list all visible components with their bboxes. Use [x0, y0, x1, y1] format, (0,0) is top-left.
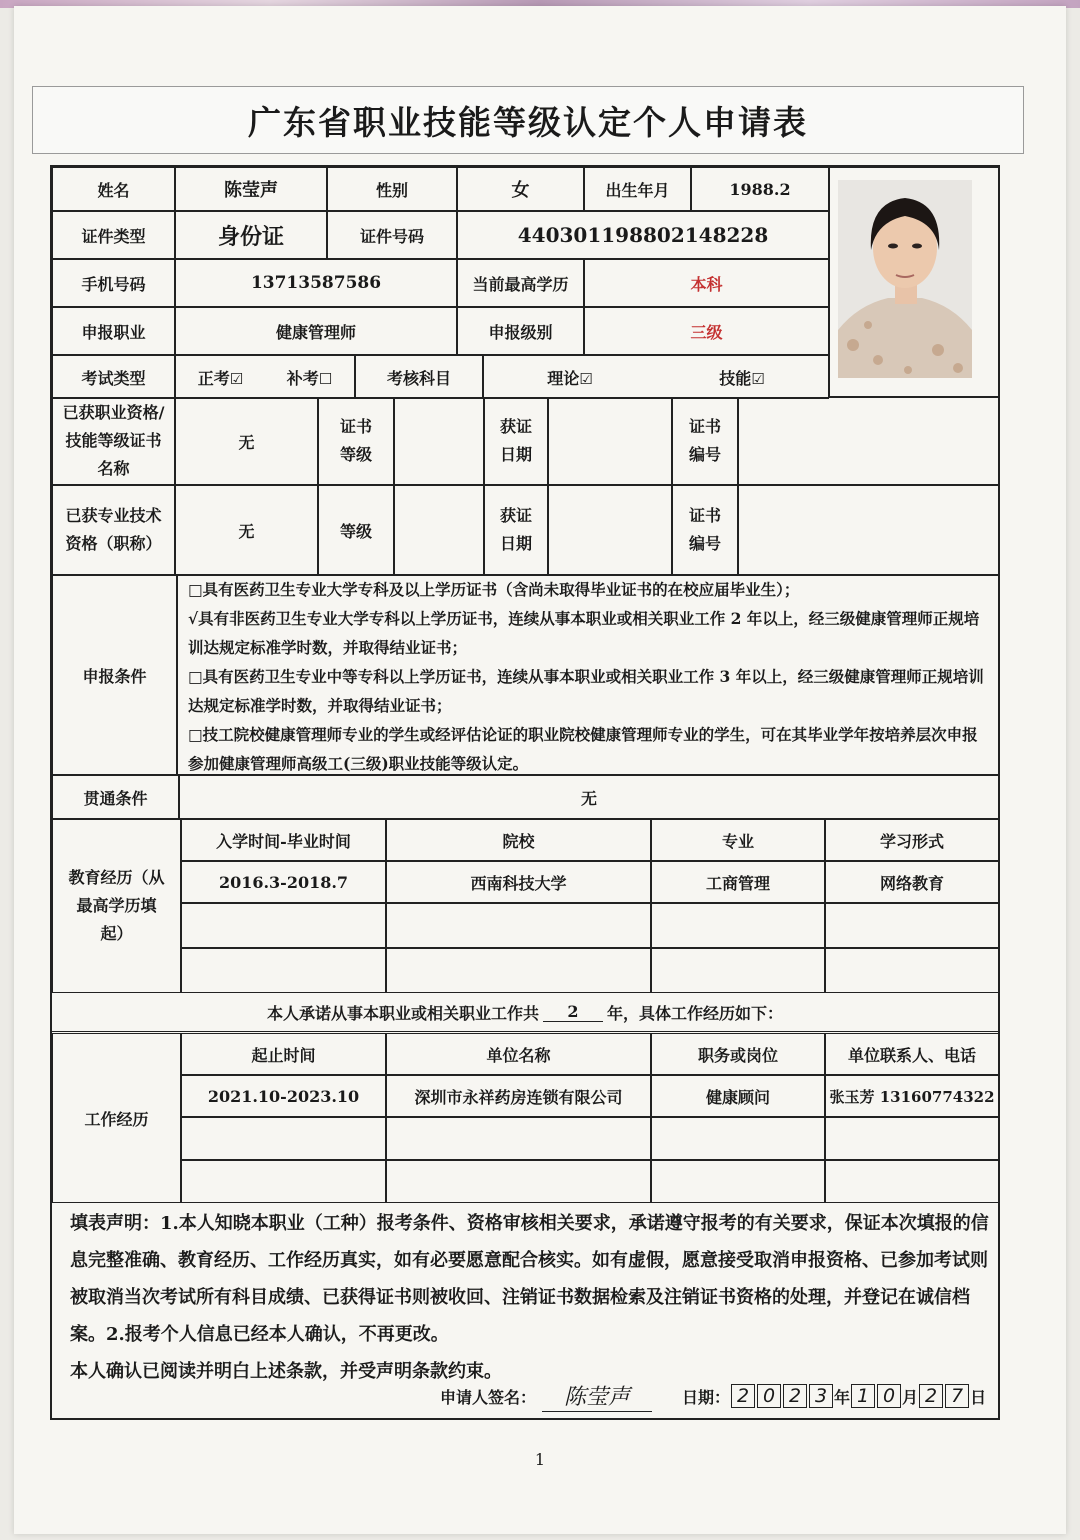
edu-header-school: 院校 — [386, 819, 651, 861]
work-years: 2 — [543, 1002, 603, 1022]
work-row2-contact — [825, 1117, 999, 1160]
edu-row3-major — [651, 948, 825, 993]
declaration — [70, 1205, 990, 1390]
cert2-no-label: 证书编号 — [672, 485, 738, 575]
cert1-label: 已获职业资格/技能等级证书名称 — [52, 397, 175, 485]
page-number: 1 — [534, 1450, 546, 1469]
work-header-contact: 单位联系人、电话 — [825, 1033, 999, 1075]
work-commitment: 本人承诺从事本职业或相关职业工作共 2 年，具体工作经历如下： — [266, 1002, 784, 1023]
work-row2-company — [386, 1117, 651, 1160]
signature-row: 申请人签名： 陈莹声 日期： 2 0 2 3 年 1 0 月 2 7 日 — [440, 1380, 986, 1412]
work-row2-period — [181, 1117, 386, 1160]
cert2-date-value — [548, 485, 672, 575]
unchecked-box-icon: ☐ — [318, 369, 333, 388]
cert2-grade-label: 等级 — [318, 485, 394, 575]
job-label: 申报职业 — [52, 307, 175, 355]
checked-box-icon: ☑ — [229, 369, 244, 388]
cert2-no-value — [738, 485, 999, 575]
date-label: 日期： — [682, 1387, 731, 1407]
edu-row2-major — [651, 903, 825, 948]
idno-label: 证件号码 — [327, 211, 457, 259]
level-value: 三级 — [584, 307, 829, 355]
edu-header-major: 专业 — [651, 819, 825, 861]
edu-header-period: 入学时间-毕业时间 — [181, 819, 386, 861]
condition-item-3: □具有医药卫生专业中等专科以上学历证书，连续从事本职业或相关职业工作 3 年以上，经三级健康管理师正规培训达规定标准学时数，并取得结业证书； — [188, 667, 984, 715]
name-label: 姓名 — [52, 167, 175, 211]
cert2-label: 已获专业技术资格（职称） — [52, 485, 175, 575]
cert1-value: 无 — [175, 397, 318, 485]
cert1-no-label: 证书编号 — [672, 397, 738, 485]
birth-label: 出生年月 — [584, 167, 691, 211]
work-header-position: 职务或岗位 — [651, 1033, 825, 1075]
work-row3-contact — [825, 1160, 999, 1203]
form-title: 广东省职业技能等级认定个人申请表 — [248, 102, 808, 142]
work-row1-period: 2021.10-2023.10 — [181, 1075, 386, 1117]
conditions-list — [178, 573, 996, 775]
through-value: 无 — [179, 775, 999, 819]
day-digit-2[interactable]: 7 — [945, 1384, 969, 1408]
level-label: 申报级别 — [457, 307, 584, 355]
work-row1-company: 深圳市永祥药房连锁有限公司 — [386, 1075, 651, 1117]
subject-label: 考核科目 — [355, 355, 483, 399]
edu-row3-period — [181, 948, 386, 993]
cert1-date-value — [548, 397, 672, 485]
gender-label: 性别 — [327, 167, 457, 211]
work-row1-position: 健康顾问 — [651, 1075, 825, 1117]
job-value: 健康管理师 — [175, 307, 457, 355]
education-label: 教育经历（从最高学历填起） — [52, 819, 181, 993]
declaration-confirm: 本人确认已阅读并明白上述条款，并受声明条款约束。 — [70, 1361, 502, 1382]
month-digit-1[interactable]: 1 — [851, 1384, 875, 1408]
through-label: 贯通条件 — [52, 775, 179, 819]
cert1-date-label: 获证日期 — [484, 397, 548, 485]
exam-type-label: 考试类型 — [52, 355, 175, 399]
regular-exam-option[interactable]: 正考☑ — [197, 368, 244, 388]
declaration-text: 填表声明：1.本人知晓本职业（工种）报考条件、资格审核相关要求，承诺遵守报考的有关要求，保证本次填报的信息完整准确、教育经历、工作经历真实，如有必要愿意配合核实。如有虚假，愿意接受取消申报资格、已参加考试则被取消当次考试所有科目成绩、已获得证书则被收回、注销证书数据检索及注销证书资格的处理，并登记在诚信档案。2.报考个人信息已经本人确认，不再更改。 — [70, 1213, 989, 1345]
day-digit-1[interactable]: 2 — [919, 1384, 943, 1408]
form-title-bar — [32, 86, 1024, 154]
edu-row2-school — [386, 903, 651, 948]
work-row3-position — [651, 1160, 825, 1203]
birth-value: 1988.2 — [691, 167, 829, 211]
edu-row3-school — [386, 948, 651, 993]
divider — [52, 1031, 999, 1032]
condition-item-4: □技工院校健康管理师专业的学生或经评估论证的职业院校健康管理师专业的学生，可在其毕业学年按培养层次申报参加健康管理师高级工(三级)职业技能等级认定。 — [188, 725, 978, 773]
year-digit-1[interactable]: 2 — [731, 1384, 755, 1408]
checked-box-icon: ☑ — [751, 369, 765, 388]
cert2-date-label: 获证日期 — [484, 485, 548, 575]
work-label: 工作经历 — [52, 1033, 181, 1203]
skill-option[interactable]: 技能☑ — [719, 368, 765, 388]
idtype-value: 身份证 — [175, 211, 327, 259]
work-row3-company — [386, 1160, 651, 1203]
cert1-grade-label: 证书等级 — [318, 397, 394, 485]
work-row3-period — [181, 1160, 386, 1203]
work-row2-position — [651, 1117, 825, 1160]
applicant-photo — [838, 180, 972, 378]
year-digit-3[interactable]: 2 — [783, 1384, 807, 1408]
cert1-no-value — [738, 397, 999, 485]
work-row1-contact: 张玉芳 13160774322 — [825, 1075, 999, 1117]
subject-options — [483, 355, 829, 399]
idtype-label: 证件类型 — [52, 211, 175, 259]
edu-value: 本科 — [584, 259, 829, 307]
edu-label: 当前最高学历 — [457, 259, 584, 307]
phone-label: 手机号码 — [52, 259, 175, 307]
signature-label: 申请人签名： — [440, 1387, 537, 1407]
name-value: 陈莹声 — [175, 167, 327, 211]
gender-value: 女 — [457, 167, 584, 211]
makeup-exam-option[interactable]: 补考☐ — [286, 368, 333, 388]
phone-value: 13713587586 — [175, 259, 457, 307]
cert2-grade-value — [394, 485, 484, 575]
edu-row1-period: 2016.3-2018.7 — [181, 861, 386, 903]
edu-row3-mode — [825, 948, 999, 993]
idno-value: 440301198802148228 — [457, 211, 829, 259]
condition-item-2: √具有非医药卫生专业大学专科以上学历证书，连续从事本职业或相关职业工作 2 年以上，经三级健康管理师正规培训达规定标准学时数，并取得结业证书； — [188, 609, 980, 657]
work-header-company: 单位名称 — [386, 1033, 651, 1075]
edu-header-mode: 学习形式 — [825, 819, 999, 861]
edu-row1-major: 工商管理 — [651, 861, 825, 903]
checked-box-icon: ☑ — [579, 369, 593, 388]
edu-row2-mode — [825, 903, 999, 948]
exam-type-options — [175, 355, 355, 399]
edu-row1-school: 西南科技大学 — [386, 861, 651, 903]
cert1-grade-value — [394, 397, 484, 485]
handwritten-signature[interactable]: 陈莹声 — [542, 1380, 652, 1412]
theory-option[interactable]: 理论☑ — [547, 368, 593, 388]
work-header-period: 起止时间 — [181, 1033, 386, 1075]
condition-item-1: □具有医药卫生专业大学专科及以上学历证书（含尚未取得毕业证书的在校应届毕业生）； — [188, 580, 800, 599]
edu-row1-mode: 网络教育 — [825, 861, 999, 903]
year-digit-2[interactable]: 0 — [757, 1384, 781, 1408]
cert2-value: 无 — [175, 485, 318, 575]
edu-row2-period — [181, 903, 386, 948]
year-digit-4[interactable]: 3 — [809, 1384, 833, 1408]
conditions-label: 申报条件 — [52, 575, 177, 775]
month-digit-2[interactable]: 0 — [877, 1384, 901, 1408]
